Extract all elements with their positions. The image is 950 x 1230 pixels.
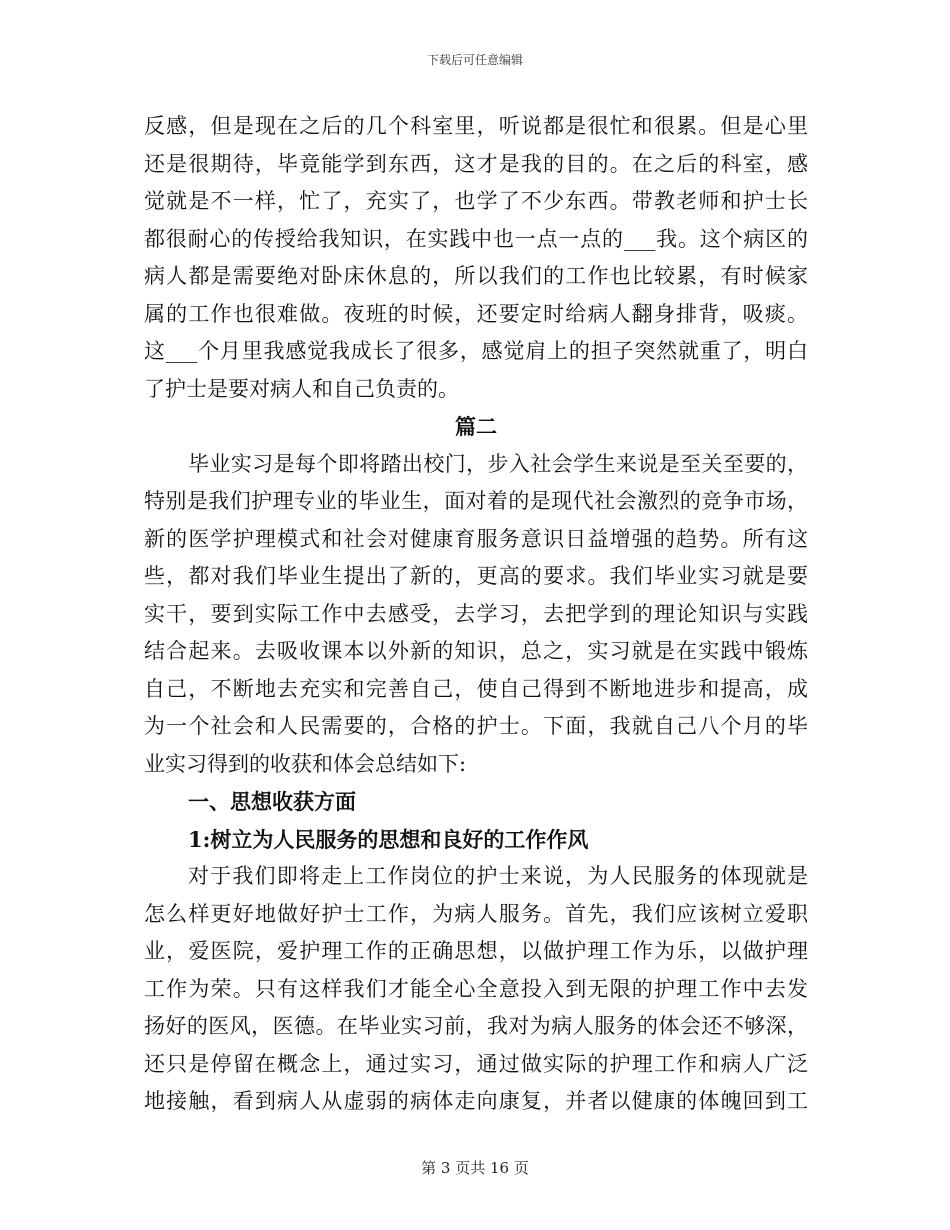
paragraph-3 — [144, 858, 808, 1121]
document-body — [144, 108, 808, 1121]
text-line: 反感，但是现在之后的几个科室里，听说都是很忙和很累。但是心里 — [144, 114, 808, 138]
text-line: 为一个社会和人民需要的，合格的护士。下面，我就自己八个月的毕 — [144, 714, 808, 738]
section-title: 篇二 — [455, 414, 497, 439]
text-line: 结合起来。去吸收课本以外新的知识，总之，实习就是在实践中锻炼 — [144, 639, 808, 663]
text-line: 还只是停留在概念上，通过实习，通过做实际的护理工作和病人广泛 — [144, 1051, 808, 1076]
text-line: 业，爱医院，爱护理工作的正确思想，以做护理工作为乐，以做护理 — [144, 939, 808, 963]
text-line: 都很耐心的传授给我知识，在实践中也一点一点的___我。这个病区的 — [144, 226, 808, 251]
text-line: 了护士是要对病人和自己负责的。 — [144, 376, 459, 401]
text-line: 地接触，看到病人从虚弱的病体走向康复，并者以健康的体魄回到工 — [144, 1089, 808, 1113]
text-line: 病人都是需要绝对卧床休息的，所以我们的工作也比较累，有时候家 — [144, 264, 808, 288]
text-line: 工作为荣。只有这样我们才能全心全意投入到无限的护理工作中去发 — [144, 976, 808, 1001]
page-number: 第 3 页共 16 页 — [421, 1159, 529, 1177]
text-line: 毕业实习是每个即将踏出校门，步入社会学生来说是至关至要的， — [188, 451, 808, 476]
text-line: 觉就是不一样，忙了，充实了，也学了不少东西。带教老师和护士长 — [144, 189, 808, 213]
text-line: 新的医学护理模式和社会对健康育服务意识日益增强的趋势。所有这 — [144, 526, 808, 551]
text-line: 实干，要到实际工作中去感受，去学习，去把学到的理论知识与实践 — [144, 601, 808, 626]
heading-service-spirit: 1:树立为人民服务的思想和良好的工作作风 — [188, 826, 589, 852]
header-note: 下载后可任意编辑 — [426, 53, 523, 67]
paragraph-2 — [144, 446, 808, 784]
text-line: 属的工作也很难做。夜班的时候，还要定时给病人翻身排背，吸痰。 — [144, 301, 808, 326]
text-line: 还是很期待，毕竟能学到东西，这才是我的目的。在之后的科室，感 — [144, 151, 808, 176]
heading-thought-gains: 一、思想收获方面 — [188, 789, 356, 814]
text-line: 这___个月里我感觉我成长了很多，感觉肩上的担子突然就重了，明白 — [144, 339, 808, 363]
text-line: 对于我们即将走上工作岗位的护士来说，为人民服务的体现就是 — [188, 864, 808, 888]
text-line: 自己，不断地去充实和完善自己，使自己得到不断地进步和提高，成 — [144, 676, 808, 701]
text-line: 怎么样更好地做好护士工作，为病人服务。首先，我们应该树立爱职 — [144, 901, 808, 926]
paragraph-1 — [144, 108, 808, 408]
text-line: 特别是我们护理专业的毕业生，面对着的是现代社会激烈的竞争市场， — [144, 489, 808, 513]
text-line: 些，都对我们毕业生提出了新的，更高的要求。我们毕业实习就是要 — [144, 564, 808, 588]
text-line: 业实习得到的收获和体会总结如下: — [144, 751, 467, 776]
text-line: 扬好的医风，医德。在毕业实习前，我对为病人服务的体会还不够深， — [144, 1014, 808, 1038]
